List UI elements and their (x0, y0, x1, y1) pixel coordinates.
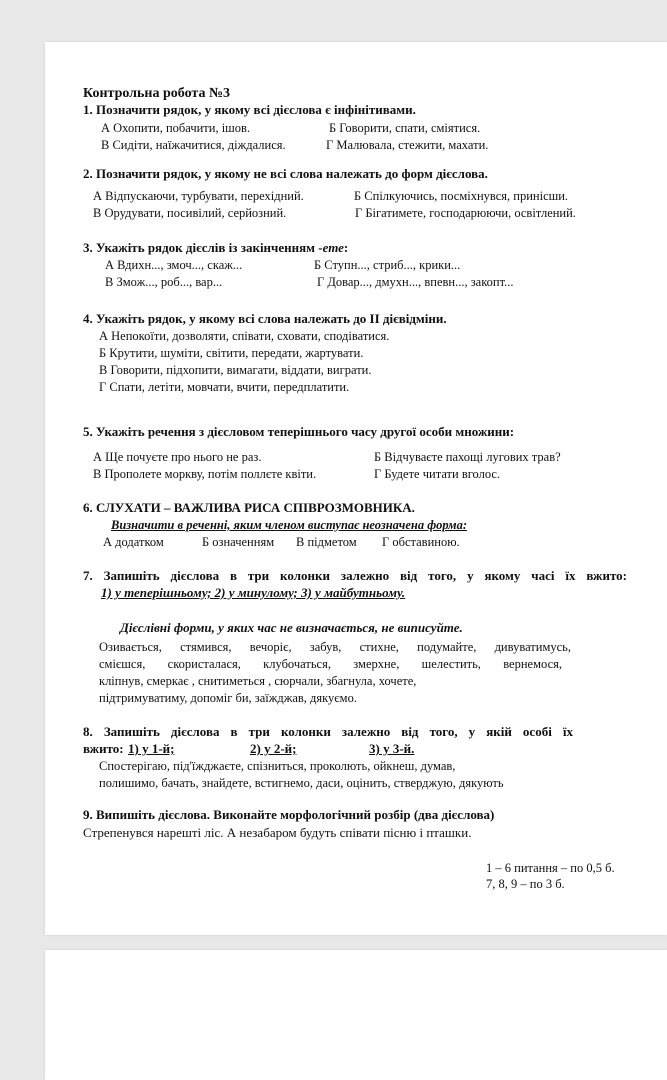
question-8-vzhyto: вжито: (83, 741, 124, 756)
q3-option-a: А Вдихн..., змоч..., скаж... (105, 258, 243, 272)
question-8: 8. Запишіть дієслова в три колонки залежно від того, у якій особі їх (83, 724, 573, 739)
q7-words-line: смієшся, скористалася, клубочаться, змерхне, шелестить, вернемося, (99, 657, 562, 671)
q6-option-a: А додатком (103, 535, 164, 549)
q1-option-a: А Охопити, побачити, ішов. (101, 121, 251, 135)
q5-option-b: Б Відчуваєте пахощі лугових трав? (374, 450, 561, 464)
question-6-instruction: Визначити в реченні, яким членом виступає неозначена форма: (111, 518, 467, 532)
q4-option-a: А Непокоїти, дозволяти, співати, сховати, сподіватися. (99, 329, 390, 343)
question-5: 5. Укажіть речення з дієсловом теперішнього часу другої особи множини: (83, 424, 515, 439)
q2-option-d: Г Бігатимете, господарюючи, освітлений. (355, 206, 576, 220)
q2-option-a: А Відпускаючи, турбувати, перехідний. (93, 189, 304, 203)
question-3 (83, 240, 348, 256)
q8-words-line: Спостерігаю, під'їжджаєте, спізниться, проколють, ойкнеш, думав, (99, 759, 456, 773)
question-7-note: Дієслівні форми, у яких час не визначається, не виписуйте. (120, 620, 463, 635)
scoring-line: 7, 8, 9 – по 3 б. (486, 877, 565, 891)
question-4: 4. Укажіть рядок, у якому всі слова належать до ІІ дієвідміни. (83, 311, 447, 326)
question-9-sentence: Стрепенувся нарешті ліс. А незабаром будуть співати пісню і пташки. (83, 825, 472, 840)
q7-words-line: Озивається, стямився, вечоріє, забув, стихне, подумайте, дивуватимусь, (99, 640, 571, 654)
q3-option-b: Б Ступн..., стриб..., крики... (314, 258, 461, 272)
question-8-column-3: 3) у 3-й. (369, 741, 415, 756)
q8-words-line: полишимо, бачать, знайдете, встигнемо, даси, оцінить, стверджую, дякують (99, 776, 504, 790)
question-9: 9. Випишіть дієслова. Виконайте морфологічний розбір (два дієслова) (83, 807, 495, 822)
scoring-line: 1 – 6 питання – по 0,5 б. (486, 861, 615, 875)
q2-option-c: В Орудувати, посивілий, серйозний. (93, 206, 287, 220)
q2-option-b: Б Спілкуючись, посміхнувся, принісши. (354, 189, 569, 203)
q1-option-b: Б Говорити, спати, сміятися. (329, 121, 481, 135)
q7-words-line: підтримуватиму, допоміг би, заїжджав, дякуємо. (99, 691, 357, 705)
question-7: 7. Запишіть дієслова в три колонки залежно від того, у якому часі їх вжито: (83, 568, 627, 583)
document-page (45, 42, 667, 935)
q5-option-a: А Ще почуєте про нього не раз. (93, 450, 262, 464)
q1-option-d: Г Малювала, стежити, махати. (326, 138, 489, 152)
question-2: 2. Позначити рядок, у якому не всі слова належать до форм дієслова. (83, 166, 488, 181)
q6-option-c: В підметом (296, 535, 357, 549)
question-7-columns: 1) у теперішньому; 2) у минулому; 3) у майбутньому. (101, 585, 406, 600)
q5-option-d: Г Будете читати вголос. (374, 467, 501, 481)
question-3-ending: -ете (318, 240, 344, 255)
q4-option-c: В Говорити, підхопити, вимагати, віддати, виграти. (99, 363, 372, 377)
question-8-column-2: 2) у 2-й; (250, 741, 297, 756)
q5-option-c: В Прополете моркву, потім поллєте квіти. (93, 467, 317, 481)
question-8-column-1: 1) у 1-й; (128, 741, 175, 756)
q3-option-d: Г Довар..., дмухн..., впевн..., закопт... (317, 275, 514, 289)
q4-option-b: Б Крутити, шуміти, світити, передати, жартувати. (99, 346, 364, 360)
question-3-colon: : (343, 240, 349, 255)
q6-option-b: Б означенням (202, 535, 275, 549)
q1-option-c: В Сидіти, наїжачитися, діждалися. (101, 138, 286, 152)
q7-words-line: кліпнув, смеркає , снитиметься , сюрчали, збагнула, хочете, (99, 674, 417, 688)
question-6: 6. СЛУХАТИ – ВАЖЛИВА РИСА СПІВРОЗМОВНИКА. (83, 500, 415, 515)
question-1: 1. Позначити рядок, у якому всі дієслова є інфінітивами. (83, 102, 416, 117)
q3-option-c: В Змож..., роб..., вар... (105, 275, 223, 289)
q6-option-d: Г обставиною. (382, 535, 460, 549)
page-title: Контрольна робота №3 (83, 86, 231, 101)
question-3-text: 3. Укажіть рядок дієслів із закінченням (83, 240, 319, 255)
next-page (45, 950, 667, 1080)
q4-option-d: Г Спати, летіти, мовчати, вчити, передплатити. (99, 380, 350, 394)
